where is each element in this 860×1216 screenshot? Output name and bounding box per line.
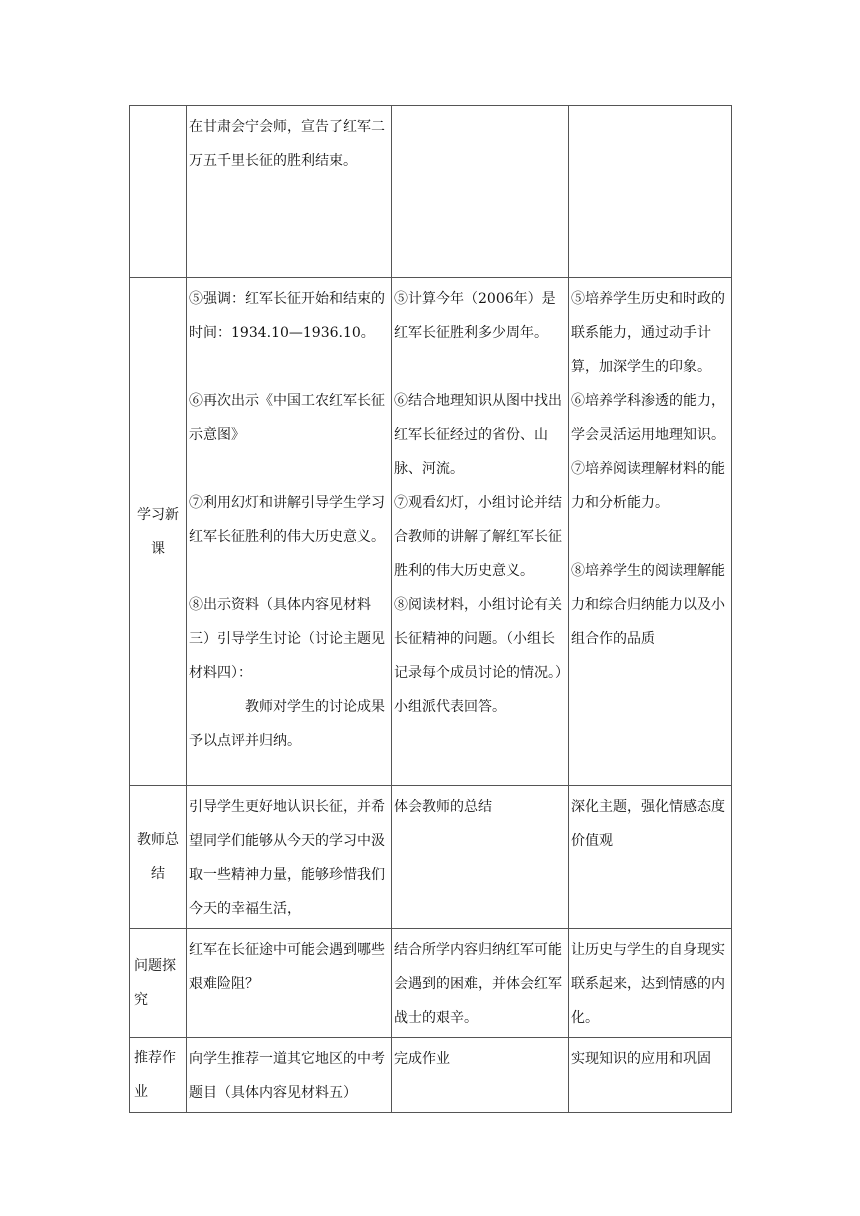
table-row-continuation [130, 106, 732, 278]
table-row-learn-new [130, 278, 732, 786]
student-step-5: ⑤计算今年（2006年）是红军长征胜利多少周年。 [394, 291, 556, 341]
spacer [189, 452, 389, 486]
row-label-inquiry: 问题探究 [130, 929, 187, 1038]
student-activity-continuation [392, 106, 569, 278]
spacer [189, 554, 389, 588]
teacher-activity-learn-new [187, 278, 392, 786]
table-row-homework [130, 1038, 732, 1113]
lesson-plan-table [129, 105, 732, 1113]
student-activity-inquiry: 结合所学内容归纳红军可能会遇到的困难，并体会红军战士的艰辛。 [392, 929, 569, 1038]
intent-step-6: ⑥培养学科渗透的能力，学会灵活运用地理知识。 [571, 393, 725, 443]
teacher-step-7: ⑦利用幻灯和讲解引导学生学习红军长征胜利的伟大历史意义。 [189, 495, 385, 545]
student-step-6: ⑥结合地理知识从图中找出红军长征经过的省份、山脉、河流。 [394, 393, 562, 477]
student-activity-learn-new [392, 278, 569, 786]
teacher-step-8-review: 教师对学生的讨论成果予以点评并归纳。 [189, 699, 385, 749]
design-intent-continuation [569, 106, 732, 278]
table-row-inquiry [130, 929, 732, 1038]
intent-step-7: ⑦培养阅读理解材料的能力和分析能力。 [571, 461, 725, 511]
table-row-summary [130, 786, 732, 929]
intent-step-5: ⑤培养学生历史和时政的联系能力，通过动手计算，加深学生的印象。 [571, 291, 725, 375]
row-label-continuation [130, 106, 187, 278]
student-step-7: ⑦观看幻灯，小组讨论并结合教师的讲解了解红军长征胜利的伟大历史意义。 [394, 495, 562, 579]
teacher-step-5: ⑤强调：红军长征开始和结束的时间：1934.10—1936.10。 [189, 291, 385, 341]
teacher-activity-homework: 向学生推荐一道其它地区的中考题目（具体内容见材料五） [187, 1038, 392, 1113]
teacher-step-8: ⑧出示资料（具体内容见材料三）引导学生讨论（讨论主题见材料四）： [189, 597, 385, 681]
design-intent-inquiry: 让历史与学生的自身现实联系起来，达到情感的内化。 [569, 929, 732, 1038]
design-intent-homework: 实现知识的应用和巩固 [569, 1038, 732, 1113]
spacer [571, 520, 729, 554]
student-activity-summary: 体会教师的总结 [392, 786, 569, 929]
intent-step-8: ⑧培养学生的阅读理解能力和综合归纳能力以及小组合作的品质 [571, 563, 725, 647]
row-label-summary: 教师总结 [130, 786, 187, 929]
student-step-8: ⑧阅读材料，小组讨论有关长征精神的问题。（小组长记录每个成员讨论的情况。） [394, 597, 569, 681]
teacher-activity-inquiry: 红军在长征途中可能会遇到哪些艰难险阻？ [187, 929, 392, 1038]
spacer [394, 350, 566, 384]
row-label-learn-new: 学习新课 [130, 278, 187, 786]
student-step-8-answer: 小组派代表回答。 [394, 699, 506, 715]
teacher-step-6: ⑥再次出示《中国工农红军长征示意图》 [189, 393, 385, 443]
spacer [189, 350, 389, 384]
design-intent-summary: 深化主题，强化情感态度价值观 [569, 786, 732, 929]
design-intent-learn-new [569, 278, 732, 786]
teacher-activity-summary: 引导学生更好地认识长征，并希望同学们能够从今天的学习中汲取一些精神力量，能够珍惜我们今天的幸福生活， [187, 786, 392, 929]
row-label-homework: 推荐作业 [130, 1038, 187, 1113]
teacher-activity-continuation: 在甘肃会宁会师，宣告了红军二万五千里长征的胜利结束。 [187, 106, 392, 278]
student-activity-homework: 完成作业 [392, 1038, 569, 1113]
